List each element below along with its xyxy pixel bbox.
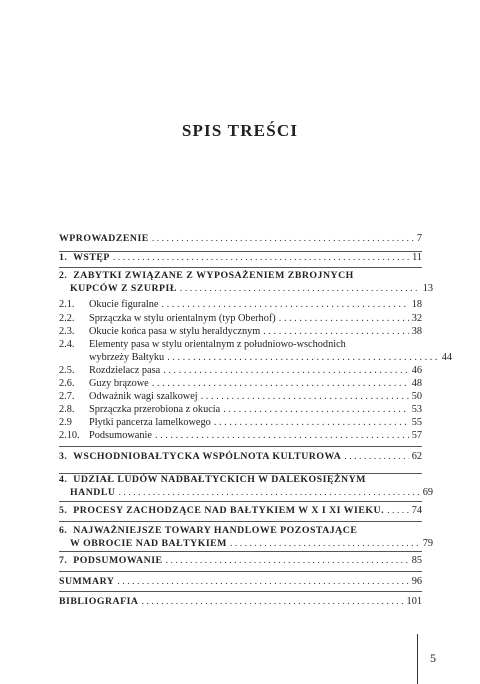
entry-title: Guzy brązowe — [89, 378, 149, 389]
entry-number: 2.3. — [59, 326, 75, 337]
dot-leader — [279, 312, 409, 325]
page-number: 11 — [412, 252, 422, 263]
page-number: 96 — [411, 576, 422, 587]
page-number: 18 — [411, 299, 422, 310]
toc-entry-2-3[interactable] — [59, 325, 422, 338]
page-number: 53 — [411, 404, 422, 415]
entry-number: 6. — [59, 525, 68, 536]
toc-entry-wprowadzenie[interactable] — [59, 232, 422, 245]
divider — [59, 267, 422, 268]
folio-rule — [417, 634, 418, 684]
entry-title-cont: KUPCÓW Z SZURPIŁ — [70, 283, 177, 294]
entry-number: 2.2. — [59, 313, 75, 324]
dot-leader — [152, 377, 409, 390]
page-number: 62 — [411, 451, 422, 462]
divider — [59, 551, 422, 552]
toc-entry-zabytki[interactable] — [59, 269, 433, 295]
toc-entry-udzial[interactable] — [59, 473, 433, 499]
dot-leader — [201, 390, 409, 403]
page-number: 32 — [411, 313, 422, 324]
toc-entry-procesy[interactable] — [59, 504, 422, 517]
entry-title: Odważnik wagi szalkowej — [89, 391, 198, 402]
page-number: 55 — [411, 417, 422, 428]
dot-leader — [163, 364, 409, 377]
entry-title: Elementy pasa w stylu orientalnym z południowo-wschodnich — [89, 339, 346, 350]
entry-title: PODSUMOWANIE — [73, 555, 163, 566]
entry-title: Okucie figuralne — [89, 299, 159, 310]
entry-title: SUMMARY — [59, 576, 115, 587]
toc-entry-wschodniobaltycka[interactable] — [59, 450, 422, 463]
page-number: 48 — [411, 378, 422, 389]
page-title: SPIS TREŚCI — [181, 121, 299, 140]
page-number: 13 — [422, 283, 433, 294]
toc-entry-2-2[interactable] — [59, 312, 422, 325]
entry-title-cont: HANDLU — [70, 487, 116, 498]
entry-number: 2.5. — [59, 365, 75, 376]
entry-number: 2.10. — [59, 430, 80, 441]
dot-leader — [118, 486, 419, 499]
entry-title-cont: W OBROCIE NAD BAŁTYKIEM — [70, 538, 227, 549]
dot-leader — [344, 450, 408, 463]
dot-leader — [161, 298, 408, 311]
entry-number: 3. — [59, 451, 68, 462]
toc-entry-2-4[interactable] — [59, 338, 452, 364]
entry-title: WSTĘP — [73, 252, 110, 263]
dot-leader — [113, 251, 409, 264]
page-number: 44 — [441, 352, 452, 363]
toc-entry-2-8[interactable] — [59, 403, 422, 416]
entry-title: Podsumowanie — [89, 430, 152, 441]
dot-leader — [142, 595, 404, 608]
toc-entry-wstep[interactable] — [59, 251, 422, 264]
page-number: 38 — [411, 326, 422, 337]
page-folio: 5 — [430, 651, 436, 665]
toc-entry-bibliografia[interactable] — [59, 595, 422, 608]
entry-title: WSCHODNIOBAŁTYCKA WSPÓLNOTA KULTUROWA — [73, 451, 342, 462]
entry-number: 2.9 — [59, 417, 72, 428]
dot-leader — [166, 554, 409, 567]
page-number: 69 — [422, 487, 433, 498]
dot-leader — [263, 325, 408, 338]
entry-number: 5. — [59, 505, 68, 516]
entry-title: Płytki pancerza lamelkowego — [89, 417, 211, 428]
entry-number: 2.8. — [59, 404, 75, 415]
dot-leader — [117, 575, 408, 588]
toc-entry-summary[interactable] — [59, 575, 422, 588]
entry-title: NAJWAŻNIEJSZE TOWARY HANDLOWE POZOSTAJĄCE — [73, 525, 358, 536]
toc-entry-2-1[interactable] — [59, 298, 422, 311]
dot-leader — [214, 416, 409, 429]
page-number: 57 — [411, 430, 422, 441]
toc-entry-podsumowanie[interactable] — [59, 554, 422, 567]
toc-entry-2-7[interactable] — [59, 390, 422, 403]
divider — [59, 501, 422, 502]
page-number: 46 — [411, 365, 422, 376]
divider — [59, 521, 422, 522]
dot-leader — [167, 351, 439, 364]
toc-entry-2-9[interactable] — [59, 416, 422, 429]
entry-number: 2.7. — [59, 391, 75, 402]
toc-entry-2-5[interactable] — [59, 364, 422, 377]
dot-leader — [152, 232, 414, 245]
dot-leader — [223, 403, 408, 416]
page-number: 50 — [411, 391, 422, 402]
divider — [59, 446, 422, 447]
entry-title: PROCESY ZACHODZĄCE NAD BAŁTYKIEM W X I XI WIEKU. — [73, 505, 385, 516]
divider — [59, 591, 422, 592]
entry-title: Rozdzielacz pasa — [89, 365, 161, 376]
entry-title: ZABYTKI ZWIĄZANE Z WYPOSAŻENIEM ZBROJNYCH — [73, 270, 354, 281]
toc-entry-2-6[interactable] — [59, 377, 422, 390]
entry-title: Sprzączka przerobiona z okucia — [89, 404, 221, 415]
toc-entry-2-10[interactable] — [59, 429, 422, 442]
page-number: 7 — [416, 233, 422, 244]
entry-number: 7. — [59, 555, 68, 566]
entry-title: WPROWADZENIE — [59, 233, 149, 244]
entry-number: 2. — [59, 270, 68, 281]
toc-entry-towary[interactable] — [59, 524, 433, 550]
dot-leader — [387, 504, 409, 517]
divider — [59, 571, 422, 572]
entry-number: 2.1. — [59, 299, 75, 310]
entry-number: 2.6. — [59, 378, 75, 389]
page-number: 85 — [411, 555, 422, 566]
dot-leader — [230, 537, 420, 550]
dot-leader — [155, 429, 409, 442]
entry-number: 4. — [59, 474, 68, 485]
entry-title-cont: wybrzeży Bałtyku — [89, 352, 165, 363]
entry-number: 1. — [59, 252, 68, 263]
page-number: 74 — [411, 505, 422, 516]
entry-title: Okucie końca pasa w stylu heraldycznym — [89, 326, 261, 337]
page-number: 79 — [422, 538, 433, 549]
entry-title: BIBLIOGRAFIA — [59, 596, 139, 607]
entry-title: UDZIAŁ LUDÓW NADBAŁTYCKICH W DALEKOSIĘŻNYM — [73, 474, 366, 485]
entry-number: 2.4. — [59, 339, 75, 350]
page-number: 101 — [406, 596, 422, 607]
dot-leader — [180, 282, 420, 295]
entry-title: Sprzączka w stylu orientalnym (typ Oberhof) — [89, 313, 276, 324]
